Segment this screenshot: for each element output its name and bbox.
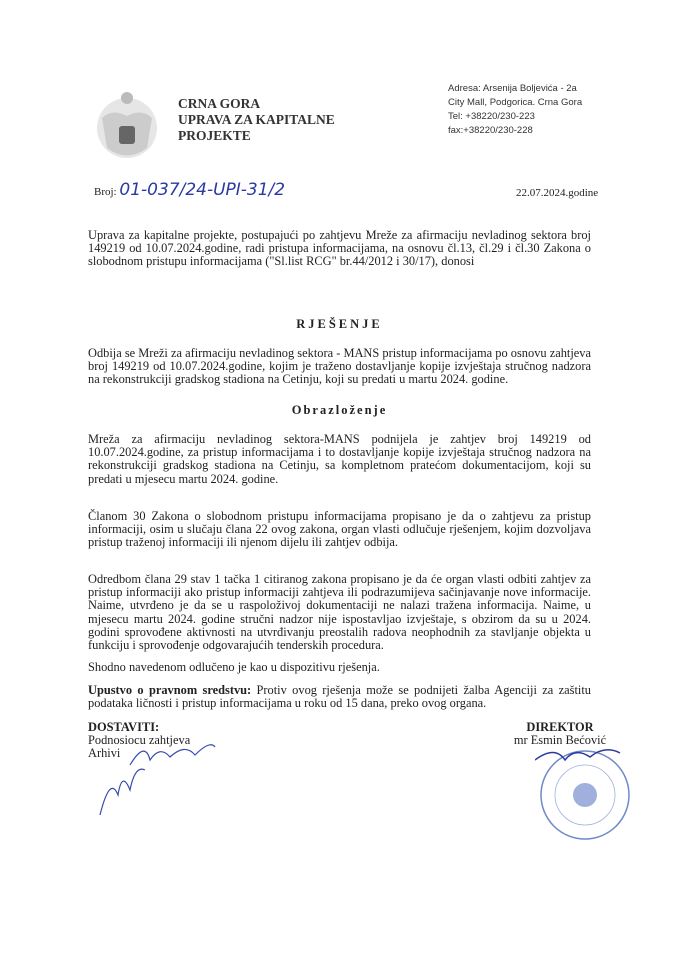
ref-label: Broj: xyxy=(94,186,117,198)
signatory-name: mr Esmin Bećović xyxy=(513,733,607,747)
org-name-2: PROJEKTE xyxy=(178,128,251,143)
fax: fax:+38220/230-228 xyxy=(448,125,533,136)
handwritten-signature xyxy=(90,735,220,825)
ref-number: 01-037/24-UPI-31/2 xyxy=(119,180,286,200)
country: CRNA GORA xyxy=(178,96,261,111)
address-line: Adresa: Arsenija Boljevića - 2a xyxy=(448,83,577,94)
signatory-title: DIREKTOR xyxy=(526,720,594,734)
address-block xyxy=(448,82,582,138)
intro-paragraph: Uprava za kapitalne projekte, postupajući po zahtjevu Mreže za afirmaciju nevladinog sektora broj 149219 od 10.07.2024.godine, radi pristupa informacijama, na osnovu čl.13, čl.29 i čl.30 Zakona o slobodnom pristupu informacijama ("Sl.list RCG" br.44/2012 i 30/17), donosi xyxy=(88,228,591,269)
coat-of-arms-logo xyxy=(92,88,162,168)
decision-paragraph: Odbija se Mreži za afirmaciju nevladinog sektora - MANS pristup informacijama po osnovu zahtjeva broj 149219 od 10.07.2024.godine, kojim je traženo dostavljanje kopije izvještaja stručnog nadzora na rekonstrukciji gradskog stadiona na Cetinju, koji su predati u martu 2024. godine. xyxy=(88,346,591,387)
delivery-item: Podnosiocu zahtjeva xyxy=(88,733,191,747)
reasoning-paragraph: Mreža za afirmaciju nevladinog sektora-MANS podnijela je zahtjev broj 149219 od 10.07.2024.godine, za pristup informacijama i to dostavljanje kopije izvještaja stručnog nadzora na rekonstrukciji gradskog stadiona na Cetinju, sa kompletnom pratećom dokumentacijom, koji su predati u mjesecu martu 2024. godine. xyxy=(88,432,591,486)
phone: Tel: +38220/230-223 xyxy=(448,111,535,122)
conclusion-paragraph: Shodno navedenom odlučeno je kao u dispozitivu rješenja. xyxy=(88,660,380,674)
signatory-block xyxy=(495,721,625,747)
reasoning-paragraph: Članom 30 Zakona o slobodnom pristupu informacijama propisano je da o zahtjevu za pristup informaciji, osim u slučaju člana 22 ovog zakona, organ vlasti odlučuje rješenjem, kojim dozvoljava pristup traženoj informaciji ili njenom dijelu ili zahtjev odbija. xyxy=(88,509,591,550)
legal-remedy xyxy=(88,684,591,710)
reference xyxy=(94,180,285,200)
date: 22.07.2024.godine xyxy=(516,187,599,199)
org-header xyxy=(178,96,335,144)
reasoning-paragraph: Odredbom člana 29 stav 1 tačka 1 citiranog zakona propisano je da će organ vlasti odbiti zahtjev za pristup informaciji ako pristup informaciji zahtjeva ili podrazumijeva sačinjavanje nove informacije. Naime, utvrđeno je da se u raspoloživoj dokumentaciji ne nalazi tražena informacija. Naime, u mjesecu martu 2024. godine stručni nadzor nije ispostavljao izvještaje, s obzirom da su u 2024. godini sprovođene aktivnosti na utvrđivanju preostalih radova neophodnih za stavljanje objekta u funkciju i sprovođenje odgovarajućih tenderskih procedura. xyxy=(88,572,591,653)
delivery-item: Arhivi xyxy=(88,746,121,760)
reasoning-title: Obrazloženje xyxy=(291,403,388,417)
address-line: City Mall, Podgorica. Crna Gora xyxy=(448,97,583,108)
delivery-title: DOSTAVITI: xyxy=(88,720,160,734)
official-stamp xyxy=(535,745,635,845)
decision-title: RJEŠENJE xyxy=(296,317,383,331)
legal-remedy-text: Protiv ovog rješenja može se podnijeti žalba Agenciji za zaštitu podataka ličnosti i pristup informacijama u roku od 15 dana, preko ovog organa. xyxy=(88,683,591,711)
org-name-1: UPRAVA ZA KAPITALNE xyxy=(178,112,335,127)
legal-remedy-label: Upustvo o pravnom sredstvu: xyxy=(88,683,252,697)
